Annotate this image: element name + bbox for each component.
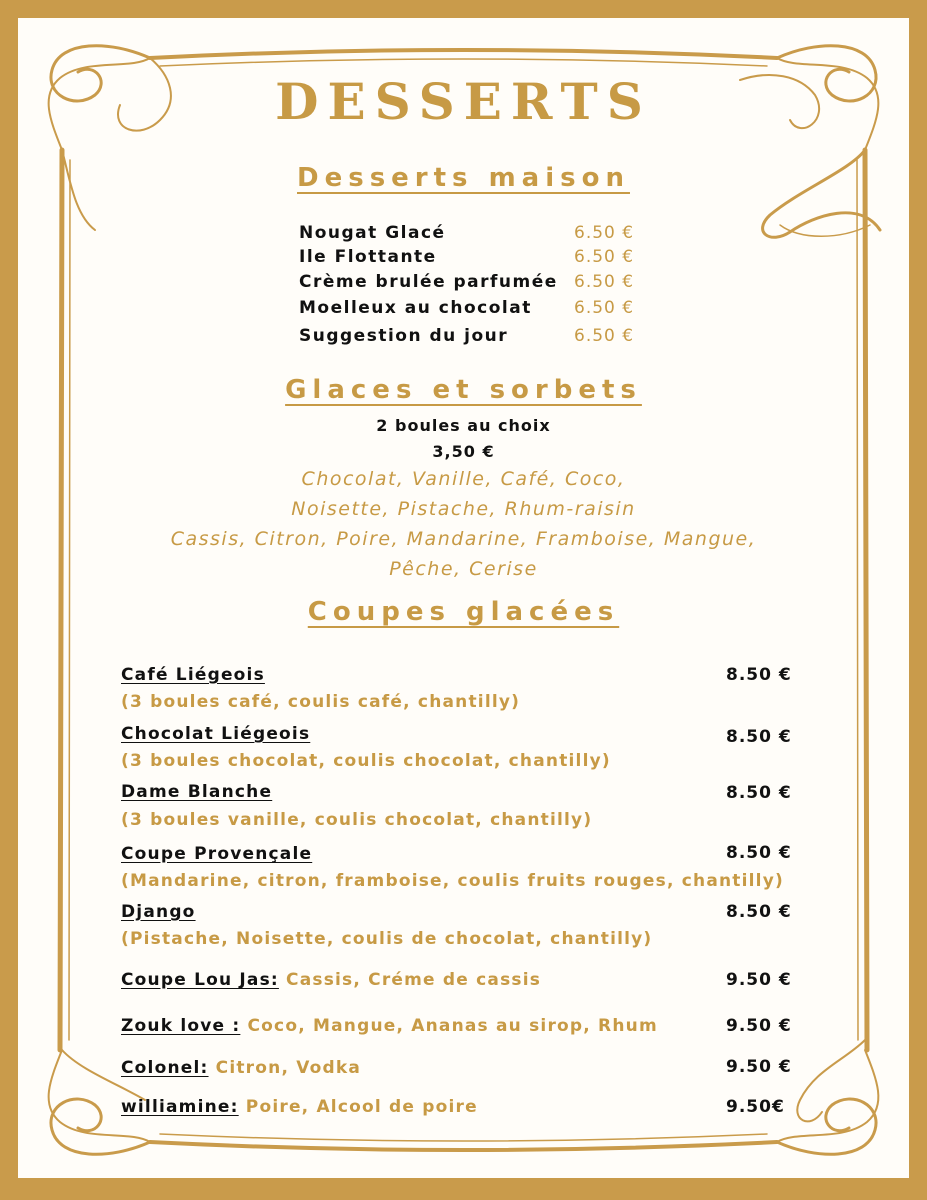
coupe-price: 8.50 € xyxy=(726,902,792,922)
menu-item-name: Suggestion du jour xyxy=(299,326,509,346)
flavor-line: Pêche, Cerise xyxy=(389,558,538,580)
coupe-name: williamine: Poire, Alcool de poire xyxy=(121,1097,478,1117)
coupe-name: Coupe Provençale xyxy=(121,844,313,864)
coupe-price: 8.50 € xyxy=(726,843,792,863)
coupe-price: 8.50 € xyxy=(726,727,792,747)
coupe-name: Chocolat Liégeois xyxy=(121,724,311,744)
coupe-name: Colonel: Citron, Vodka xyxy=(121,1058,362,1078)
page-title: DESSERTS xyxy=(275,72,652,131)
flavor-line: Cassis, Citron, Poire, Mandarine, Framboise, Mangue, xyxy=(170,528,757,550)
section-heading-glaces: Glaces et sorbets xyxy=(285,375,642,405)
flavor-line: Noisette, Pistache, Rhum-raisin xyxy=(291,498,636,520)
glaces-subtitle: 2 boules au choix xyxy=(376,416,551,435)
menu-item-price: 6.50 € xyxy=(574,326,635,346)
coupe-description: (3 boules café, coulis café, chantilly) xyxy=(121,692,521,712)
coupe-price: 9.50 € xyxy=(726,1016,792,1036)
coupe-name: Zouk love : Coco, Mangue, Ananas au sirop, Rhum xyxy=(121,1016,658,1036)
coupe-inline-description: Coco, Mangue, Ananas au sirop, Rhum xyxy=(247,1016,658,1036)
coupe-inline-description: Citron, Vodka xyxy=(215,1058,362,1078)
coupe-name: Dame Blanche xyxy=(121,782,273,802)
menu-item-price: 6.50 € xyxy=(574,272,635,292)
coupe-name: Café Liégeois xyxy=(121,665,265,685)
menu-item-price: 6.50 € xyxy=(574,247,635,267)
section-heading-coupes: Coupes glacées xyxy=(307,597,620,627)
coupe-inline-description: Cassis, Créme de cassis xyxy=(286,970,542,990)
coupe-inline-description: Poire, Alcool de poire xyxy=(245,1097,478,1117)
menu-item-price: 6.50 € xyxy=(574,298,635,318)
coupe-description: (Mandarine, citron, framboise, coulis fruits rouges, chantilly) xyxy=(121,871,784,891)
coupe-price: 8.50 € xyxy=(726,665,792,685)
coupe-name: Coupe Lou Jas: Cassis, Créme de cassis xyxy=(121,970,542,990)
menu-item-name: Crème brulée parfumée xyxy=(299,272,558,292)
menu-item-name: Moelleux au chocolat xyxy=(299,298,532,318)
section-heading-maison: Desserts maison xyxy=(297,163,630,193)
coupe-price: 9.50€ xyxy=(726,1097,785,1117)
coupe-description: (3 boules chocolat, coulis chocolat, chantilly) xyxy=(121,751,611,771)
coupe-price: 9.50 € xyxy=(726,970,792,990)
glaces-price: 3,50 € xyxy=(432,442,495,461)
menu-item-price: 6.50 € xyxy=(574,223,635,243)
coupe-description: (Pistache, Noisette, coulis de chocolat, chantilly) xyxy=(121,929,653,949)
menu-item-name: Nougat Glacé xyxy=(299,223,446,243)
coupe-name: Django xyxy=(121,902,196,922)
coupe-price: 8.50 € xyxy=(726,783,792,803)
coupe-price: 9.50 € xyxy=(726,1057,792,1077)
coupe-description: (3 boules vanille, coulis chocolat, chantilly) xyxy=(121,810,593,830)
flavor-line: Chocolat, Vanille, Café, Coco, xyxy=(301,468,626,490)
menu-item-name: Ile Flottante xyxy=(299,247,437,267)
